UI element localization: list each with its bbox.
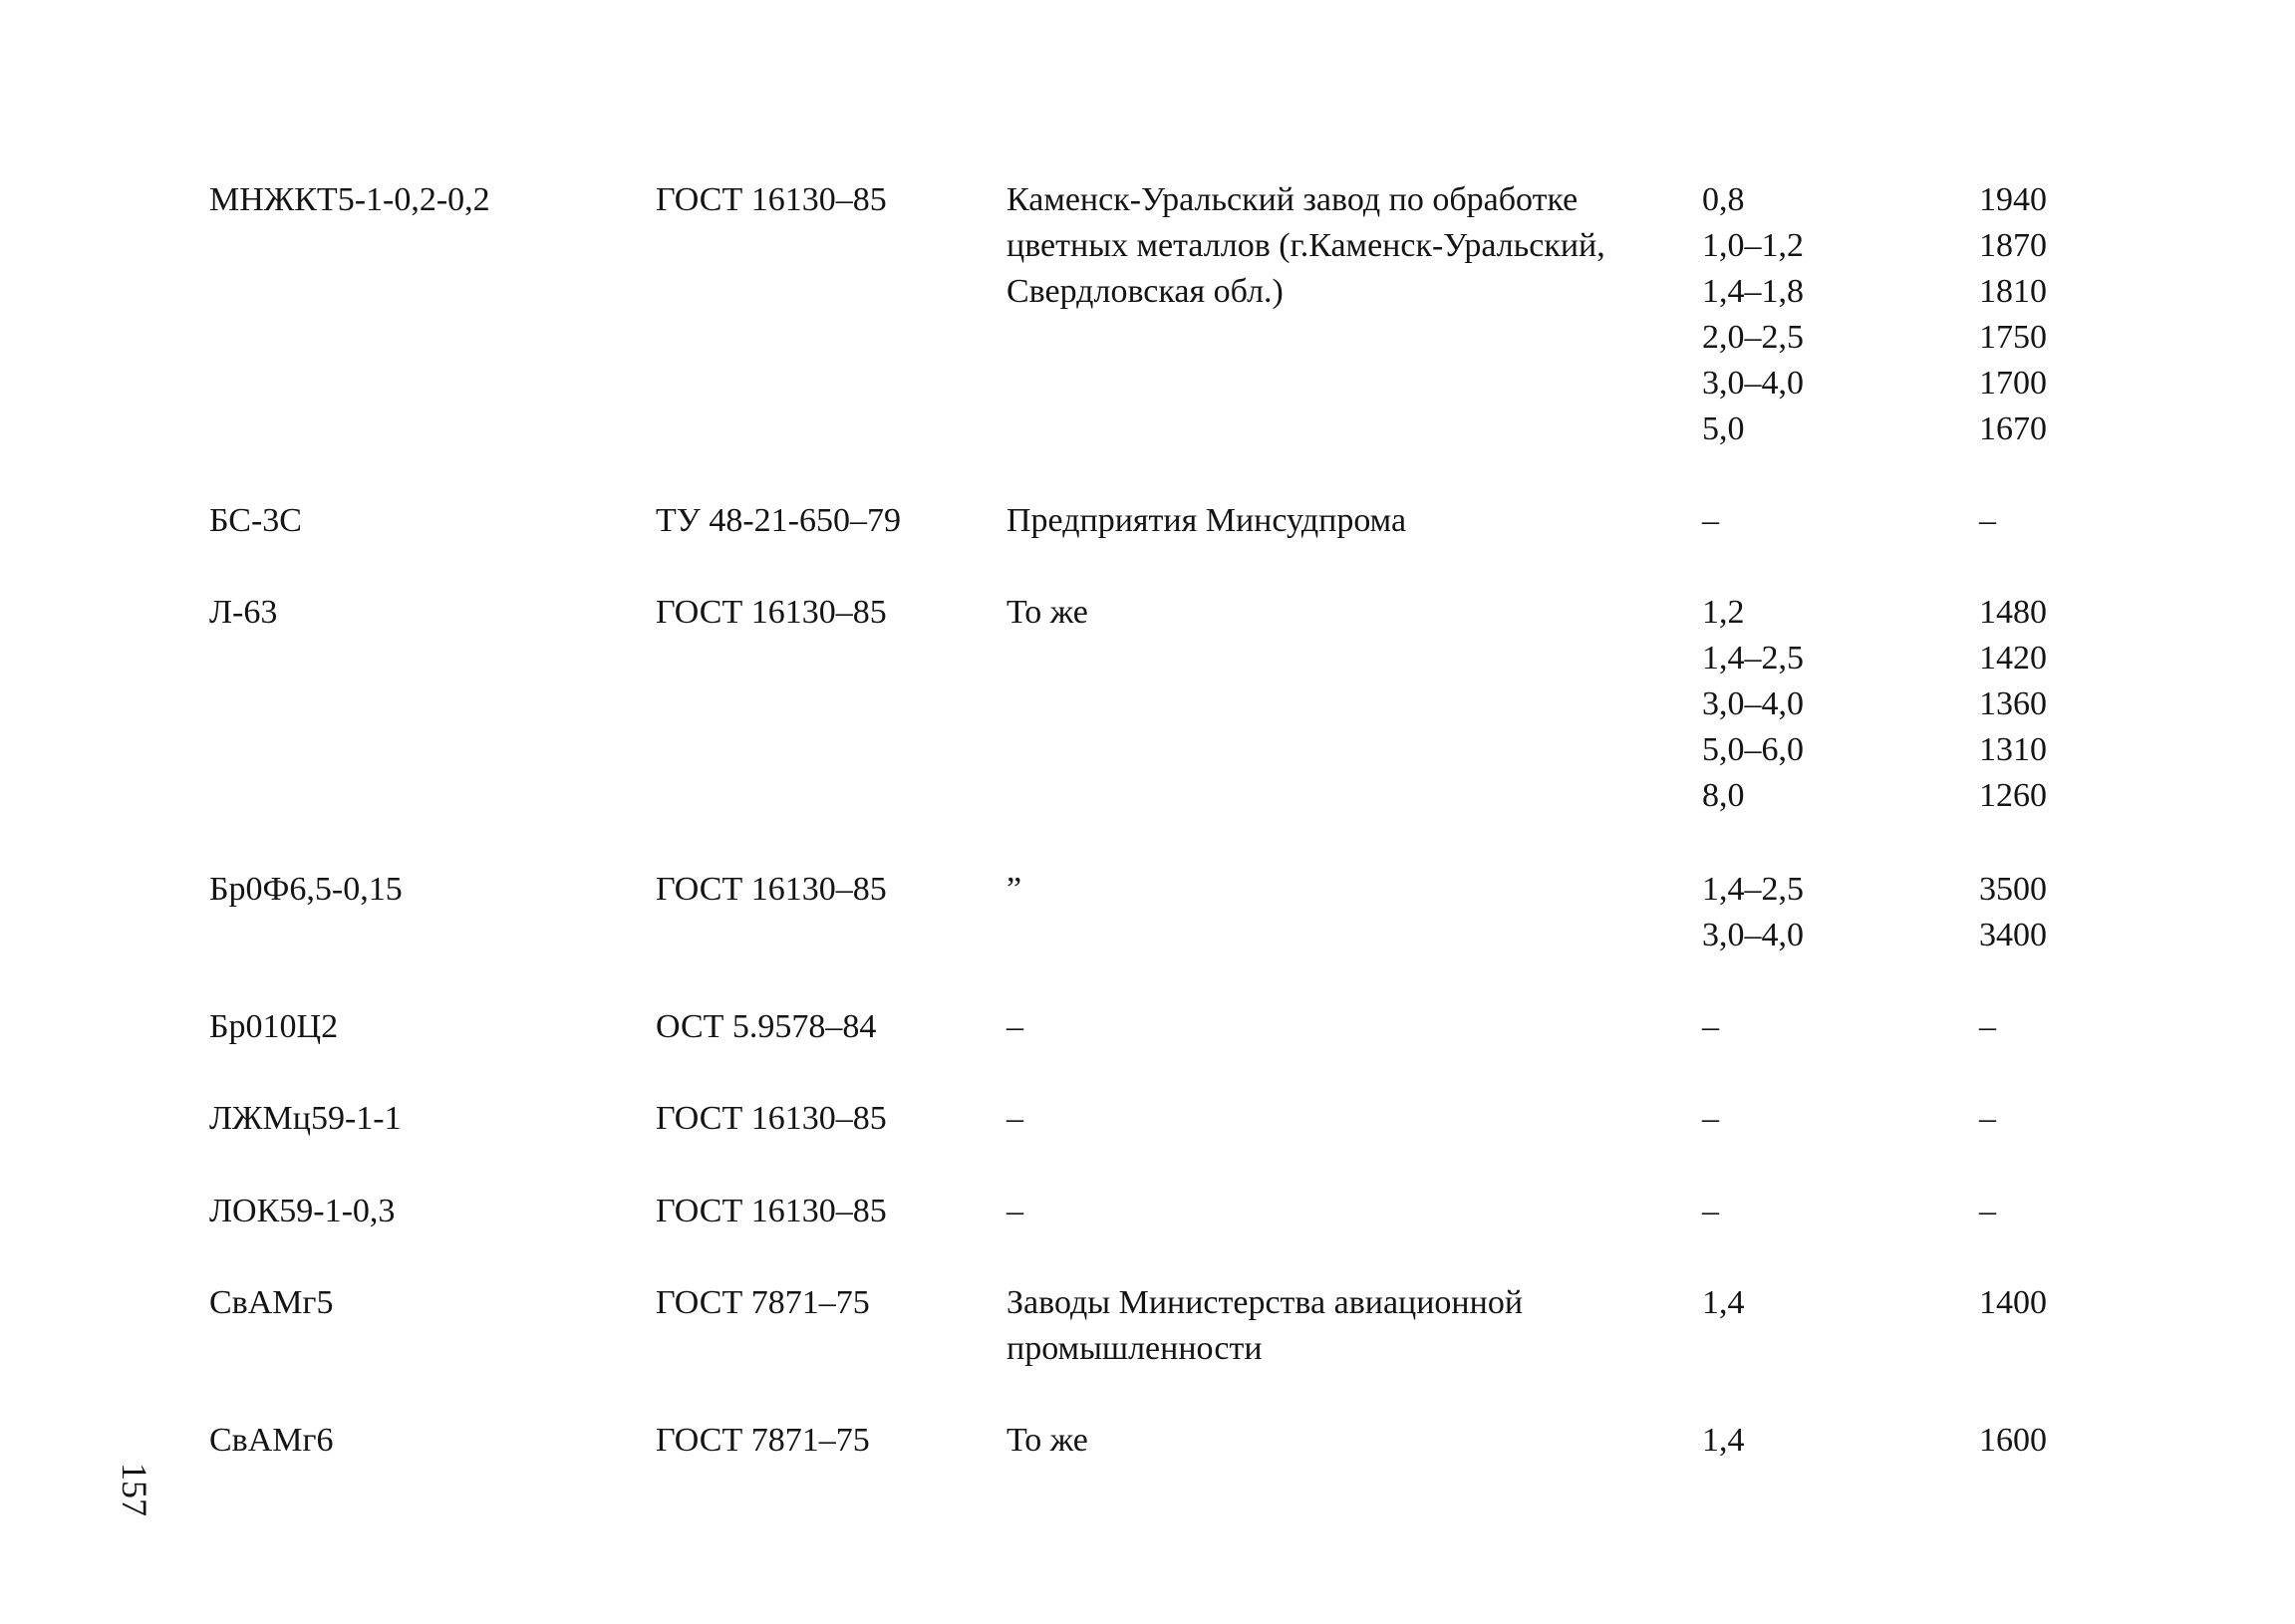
manufacturer-line: – <box>1006 1008 1023 1045</box>
diameter-value: – <box>1702 1008 1719 1045</box>
numeric-value: 1750 <box>1979 319 2047 356</box>
diameter-cell <box>1702 590 1901 819</box>
numeric-value: 1310 <box>1979 731 2047 768</box>
value-cell <box>1979 498 2119 544</box>
manufacturer-line: То же <box>1006 1422 1088 1459</box>
numeric-value: – <box>1979 1008 1996 1045</box>
numeric-value: 1400 <box>1979 1284 2047 1321</box>
diameter-value: 1,4–1,8 <box>1702 273 1804 310</box>
diameter-value: – <box>1702 1100 1719 1137</box>
grade-cell: Бр010Ц2 <box>209 1008 339 1045</box>
numeric-value: 1480 <box>1979 594 2047 631</box>
diameter-cell <box>1702 867 1901 958</box>
manufacturer-line: – <box>1006 1100 1023 1137</box>
diameter-value: 1,4–2,5 <box>1702 640 1804 677</box>
diameter-value: 1,4–2,5 <box>1702 871 1804 908</box>
diameter-value: 1,2 <box>1702 594 1745 631</box>
numeric-value: 1600 <box>1979 1422 2047 1459</box>
manufacturer-cell <box>1006 590 1684 636</box>
standard-cell: ГОСТ 7871–75 <box>656 1422 870 1459</box>
diameter-value: 1,0–1,2 <box>1702 227 1804 264</box>
manufacturer-cell <box>1006 1418 1684 1464</box>
numeric-value: 3500 <box>1979 871 2047 908</box>
manufacturer-line: Предприятия Минсудпрома <box>1006 502 1407 539</box>
diameter-value: 8,0 <box>1702 777 1745 814</box>
numeric-value: 1670 <box>1979 410 2047 447</box>
numeric-value: 1810 <box>1979 273 2047 310</box>
manufacturer-cell <box>1006 1189 1684 1234</box>
manufacturer-line: Каменск-Уральский завод по обработке <box>1006 181 1578 218</box>
grade-cell: Л-63 <box>209 594 278 631</box>
diameter-value: 0,8 <box>1702 181 1745 218</box>
numeric-value: – <box>1979 502 1996 539</box>
standard-cell: ГОСТ 16130–85 <box>656 871 887 908</box>
grade-cell: ЛЖМц59-1-1 <box>209 1100 402 1137</box>
manufacturer-cell <box>1006 1280 1684 1372</box>
diameter-cell <box>1702 177 1901 452</box>
manufacturer-cell <box>1006 498 1684 544</box>
standard-cell: ГОСТ 16130–85 <box>656 1193 887 1229</box>
diameter-cell <box>1702 1189 1901 1234</box>
manufacturer-line: цветных металлов (г.Каменск-Уральский, <box>1006 227 1605 264</box>
manufacturer-line: промышленности <box>1006 1330 1263 1367</box>
diameter-value: – <box>1702 502 1719 539</box>
diameter-cell <box>1702 1004 1901 1050</box>
diameter-value: 1,4 <box>1702 1422 1745 1459</box>
value-cell <box>1979 1096 2119 1142</box>
standard-cell: ГОСТ 16130–85 <box>656 181 887 218</box>
numeric-value: 1260 <box>1979 777 2047 814</box>
diameter-value: 3,0–4,0 <box>1702 917 1804 953</box>
value-cell <box>1979 1004 2119 1050</box>
value-cell <box>1979 1280 2119 1326</box>
diameter-value: 5,0–6,0 <box>1702 731 1804 768</box>
diameter-value: – <box>1702 1193 1719 1229</box>
numeric-value: 3400 <box>1979 917 2047 953</box>
grade-cell: СвАМг5 <box>209 1284 334 1321</box>
standard-cell: ГОСТ 7871–75 <box>656 1284 870 1321</box>
numeric-value: – <box>1979 1100 1996 1137</box>
diameter-cell <box>1702 1418 1901 1464</box>
grade-cell: Бр0Ф6,5-0,15 <box>209 871 403 908</box>
manufacturer-cell <box>1006 177 1684 315</box>
diameter-value: 1,4 <box>1702 1284 1745 1321</box>
value-cell <box>1979 1418 2119 1464</box>
manufacturer-cell <box>1006 867 1684 913</box>
numeric-value: 1870 <box>1979 227 2047 264</box>
diameter-value: 3,0–4,0 <box>1702 365 1804 402</box>
value-cell <box>1979 590 2119 819</box>
standard-cell: ГОСТ 16130–85 <box>656 594 887 631</box>
manufacturer-line: ” <box>1006 871 1022 908</box>
diameter-cell <box>1702 1096 1901 1142</box>
diameter-cell <box>1702 498 1901 544</box>
manufacturer-line: Заводы Министерства авиационной <box>1006 1284 1524 1321</box>
numeric-value: – <box>1979 1193 1996 1229</box>
diameter-value: 2,0–2,5 <box>1702 319 1804 356</box>
manufacturer-line: То же <box>1006 594 1088 631</box>
manufacturer-cell <box>1006 1004 1684 1050</box>
diameter-cell <box>1702 1280 1901 1326</box>
grade-cell: ЛОК59-1-0,3 <box>209 1193 396 1229</box>
manufacturer-cell <box>1006 1096 1684 1142</box>
numeric-value: 1360 <box>1979 685 2047 722</box>
grade-cell: СвАМг6 <box>209 1422 334 1459</box>
numeric-value: 1700 <box>1979 365 2047 402</box>
manufacturer-line: – <box>1006 1193 1023 1229</box>
numeric-value: 1420 <box>1979 640 2047 677</box>
page-number: 157 <box>115 1463 154 1516</box>
value-cell <box>1979 1189 2119 1234</box>
standard-cell: ГОСТ 16130–85 <box>656 1100 887 1137</box>
grade-cell: МНЖКТ5-1-0,2-0,2 <box>209 181 490 218</box>
value-cell <box>1979 177 2119 452</box>
diameter-value: 5,0 <box>1702 410 1745 447</box>
standard-cell: ТУ 48-21-650–79 <box>656 502 901 539</box>
value-cell <box>1979 867 2119 958</box>
manufacturer-line: Свердловская обл.) <box>1006 273 1284 310</box>
diameter-value: 3,0–4,0 <box>1702 685 1804 722</box>
numeric-value: 1940 <box>1979 181 2047 218</box>
standard-cell: ОСТ 5.9578–84 <box>656 1008 877 1045</box>
grade-cell: БС-3С <box>209 502 302 539</box>
